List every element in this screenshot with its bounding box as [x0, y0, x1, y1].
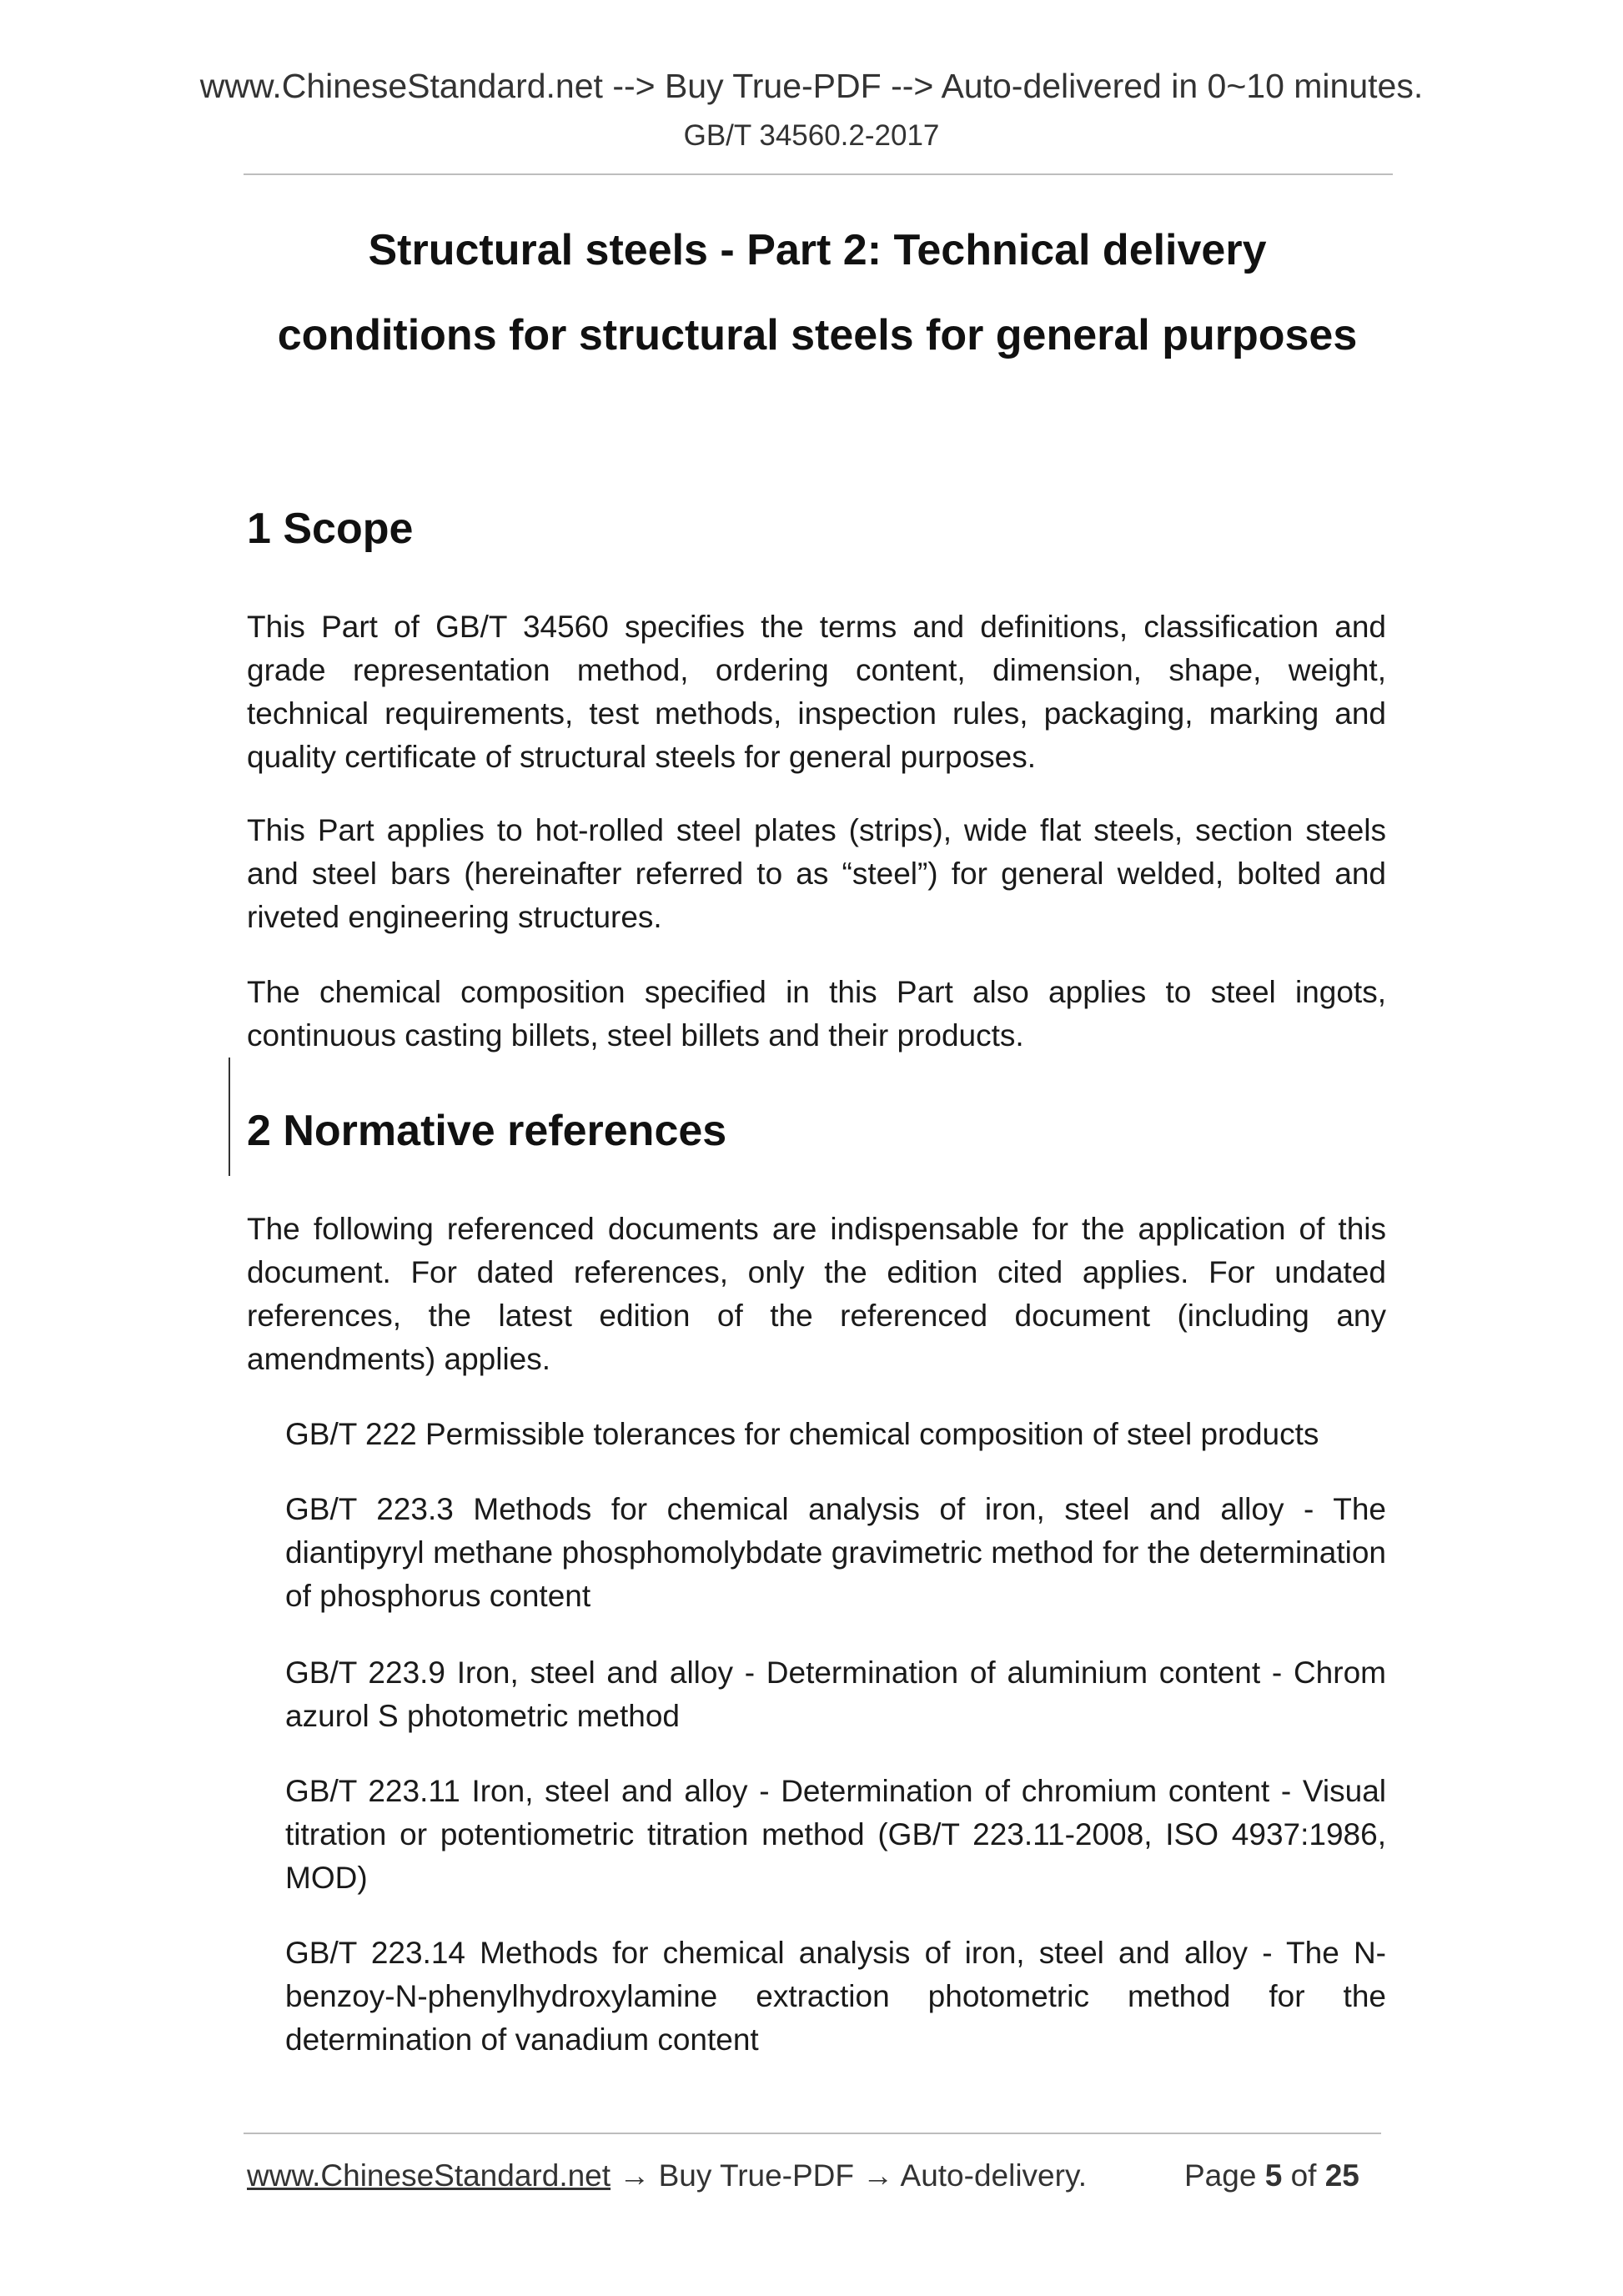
- of-label: of: [1290, 2158, 1317, 2193]
- reference-item: GB/T 223.11 Iron, steel and alloy - Determination of chromium content - Visual titration or potentiometric titration method (GB/T 223.11-2008, ISO 4937:1986, MOD): [285, 1774, 1386, 1895]
- revision-change-bar: [229, 1058, 230, 1176]
- footer-tagline: → Buy True-PDF → Auto-delivery.: [611, 2158, 1087, 2193]
- header-banner: www.ChineseStandard.net --> Buy True-PDF --> Auto-delivered in 0~10 minutes.: [199, 67, 1424, 105]
- reference-item: GB/T 223.14 Methods for chemical analysis of iron, steel and alloy - The N-benzoy-N-phenylhydroxylamine extraction photometric method for the determination of vanadium content: [285, 1936, 1386, 2057]
- standard-code: GB/T 34560.2-2017: [683, 119, 940, 152]
- page-label: Page: [1184, 2158, 1257, 2193]
- footer-left: [247, 2158, 1087, 2193]
- section-heading-scope: 1 Scope: [247, 505, 414, 553]
- current-page-number: 5: [1264, 2158, 1283, 2193]
- page-indicator: [1184, 2158, 1359, 2193]
- scope-paragraph-2: This Part applies to hot-rolled steel plates (strips), wide flat steels, section steels and steel bars (hereinafter referred to as “steel”) for general welded, bolted and riveted engineering structures.: [247, 813, 1386, 934]
- reference-item: GB/T 222 Permissible tolerances for chemical composition of steel products: [285, 1417, 1319, 1451]
- scope-paragraph-1: This Part of GB/T 34560 specifies the terms and definitions, classification and grade representation method, ordering content, dimension, shape, weight, technical requirements, test methods, inspection rules, packaging, marking and quality certificate of structural steels for general purposes.: [247, 610, 1386, 774]
- document-title-line-1: Structural steels - Part 2: Technical delivery: [368, 226, 1267, 274]
- header-divider: [244, 173, 1393, 175]
- references-intro: The following referenced documents are indispensable for the application of this document. For dated references, only the edition cited applies. For undated references, the latest edition of the referenced document (including any amendments) applies.: [247, 1212, 1386, 1376]
- footer-site-link[interactable]: www.ChineseStandard.net: [247, 2158, 611, 2193]
- section-heading-normative-references: 2 Normative references: [247, 1107, 727, 1155]
- reference-item: GB/T 223.9 Iron, steel and alloy - Determination of aluminium content - Chrom azurol S photometric method: [285, 1655, 1386, 1733]
- footer-divider: [244, 2133, 1381, 2134]
- total-page-count: 25: [1324, 2158, 1359, 2193]
- reference-item: GB/T 223.3 Methods for chemical analysis of iron, steel and alloy - The diantipyryl methane phosphomolybdate gravimetric method for the determination of phosphorus content: [285, 1492, 1386, 1613]
- document-title-line-2: conditions for structural steels for general purposes: [277, 311, 1358, 359]
- scope-paragraph-3: The chemical composition specified in this Part also applies to steel ingots, continuous casting billets, steel billets and their products.: [247, 975, 1386, 1053]
